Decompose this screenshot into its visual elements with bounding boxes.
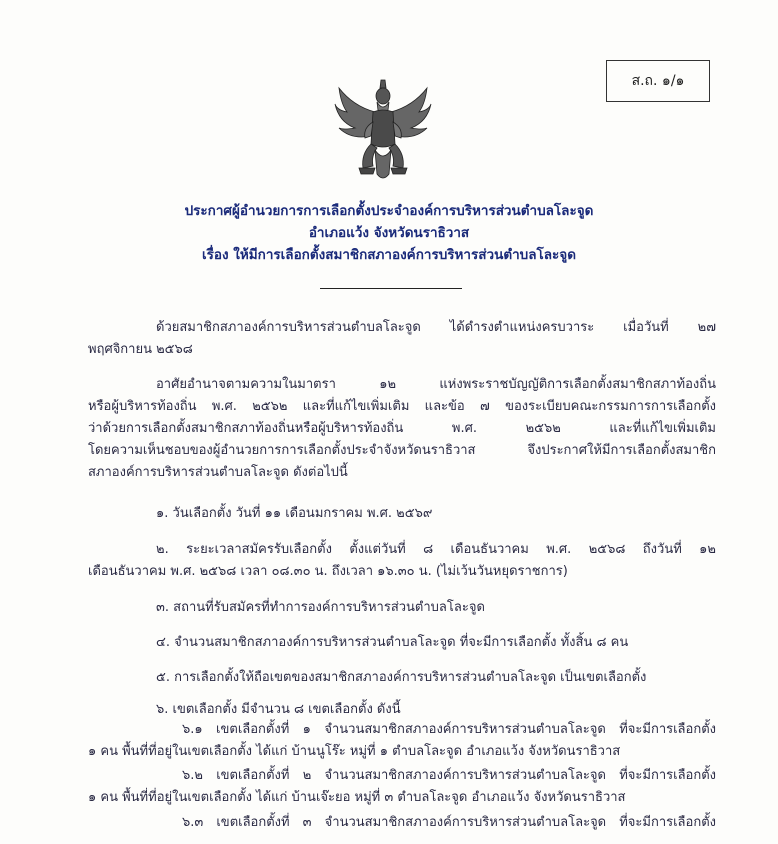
list-item: ๖. เขตเลือกตั้ง มีจำนวน ๘ เขตเลือกตั้ง ดังนี้	[156, 702, 401, 717]
body-line: หรือผู้บริหารท้องถิ่น พ.ศ. ๒๕๖๒ และที่แก้ไขเพิ่มเติม และข้อ ๗ ของระเบียบคณะกรรมการการเลือกตั้ง	[88, 399, 716, 414]
document-code: ส.ถ. ๑/๑	[631, 73, 685, 89]
list-item: ๕. การเลือกตั้งให้ถือเขตของสมาชิกสภาองค์การบริหารส่วนตำบลโละจูด เป็นเขตเลือกตั้ง	[156, 670, 647, 685]
body-line: โดยความเห็นชอบของผู้อำนวยการการเลือกตั้งประจำจังหวัดนราธิวาส จึงประกาศให้มีการเลือกตั้งสมาชิก	[88, 443, 716, 458]
district-item-cont: ๑ คน พื้นที่ที่อยู่ในเขตเลือกตั้ง ได้แก่ บ้านนูโร๊ะ หมู่ที่ ๑ ตำบลโละจูด อำเภอแว้ง จังหวัดนราธิวาส	[88, 744, 621, 759]
district-item: ๖.๓ เขตเลือกตั้งที่ ๓ จำนวนสมาชิกสภาองค์การบริหารส่วนตำบลโละจูด ที่จะมีการเลือกตั้ง	[182, 815, 716, 830]
announcement-district: อำเภอแว้ง จังหวัดนราธิวาส	[308, 225, 470, 241]
list-item: ๓. สถานที่รับสมัครที่ทำการองค์การบริหารส่วนตำบลโละจูด	[156, 600, 485, 615]
body-line: ด้วยสมาชิกสภาองค์การบริหารส่วนตำบลโละจูด ได้ดำรงตำแหน่งครบวาระ เมื่อวันที่ ๒๗	[156, 320, 716, 335]
body-line: ว่าด้วยการเลือกตั้งสมาชิกสภาท้องถิ่นหรือผู้บริหารท้องถิ่น พ.ศ. ๒๕๖๒ และที่แก้ไขเพิ่มเติม	[88, 421, 716, 436]
announcement-title: ประกาศผู้อำนวยการการเลือกตั้งประจำองค์การบริหารส่วนตำบลโละจูด	[184, 203, 594, 219]
list-item-cont: เดือนธันวาคม พ.ศ. ๒๕๖๘ เวลา ๐๘.๓๐ น. ถึงเวลา ๑๖.๓๐ น. (ไม่เว้นวันหยุดราชการ)	[88, 564, 568, 579]
district-item: ๖.๒ เขตเลือกตั้งที่ ๒ จำนวนสมาชิกสภาองค์การบริหารส่วนตำบลโละจูด ที่จะมีการเลือกตั้ง	[182, 768, 716, 783]
document-code-box	[606, 60, 710, 102]
body-line: สภาองค์การบริหารส่วนตำบลโละจูด ดังต่อไปนี้	[88, 465, 348, 480]
list-item: ๒. ระยะเวลาสมัครรับเลือกตั้ง ตั้งแต่วันที่ ๘ เดือนธันวาคม พ.ศ. ๒๕๖๘ ถึงวันที่ ๑๒	[156, 542, 716, 557]
garuda-emblem-icon	[333, 78, 433, 186]
list-item: ๔. จำนวนสมาชิกสภาองค์การบริหารส่วนตำบลโละจูด ที่จะมีการเลือกตั้ง ทั้งสิ้น ๘ คน	[156, 635, 629, 650]
list-item: ๑. วันเลือกตั้ง วันที่ ๑๑ เดือนมกราคม พ.ศ. ๒๕๖๙	[156, 506, 433, 521]
body-line: พฤศจิกายน ๒๕๖๘	[88, 342, 193, 357]
announcement-subject: เรื่อง ให้มีการเลือกตั้งสมาชิกสภาองค์การบริหารส่วนตำบลโละจูด	[202, 247, 576, 263]
title-divider	[320, 288, 462, 289]
district-item-cont: ๑ คน พื้นที่ที่อยู่ในเขตเลือกตั้ง ได้แก่ บ้านเจ๊ะยอ หมู่ที่ ๓ ตำบลโละจูด อำเภอแว้ง จังหวัดนราธิวาส	[88, 790, 626, 805]
body-line: อาศัยอำนาจตามความในมาตรา ๑๒ แห่งพระราชบัญญัติการเลือกตั้งสมาชิกสภาท้องถิ่น	[156, 377, 716, 392]
district-item: ๖.๑ เขตเลือกตั้งที่ ๑ จำนวนสมาชิกสภาองค์การบริหารส่วนตำบลโละจูด ที่จะมีการเลือกตั้ง	[182, 722, 716, 737]
